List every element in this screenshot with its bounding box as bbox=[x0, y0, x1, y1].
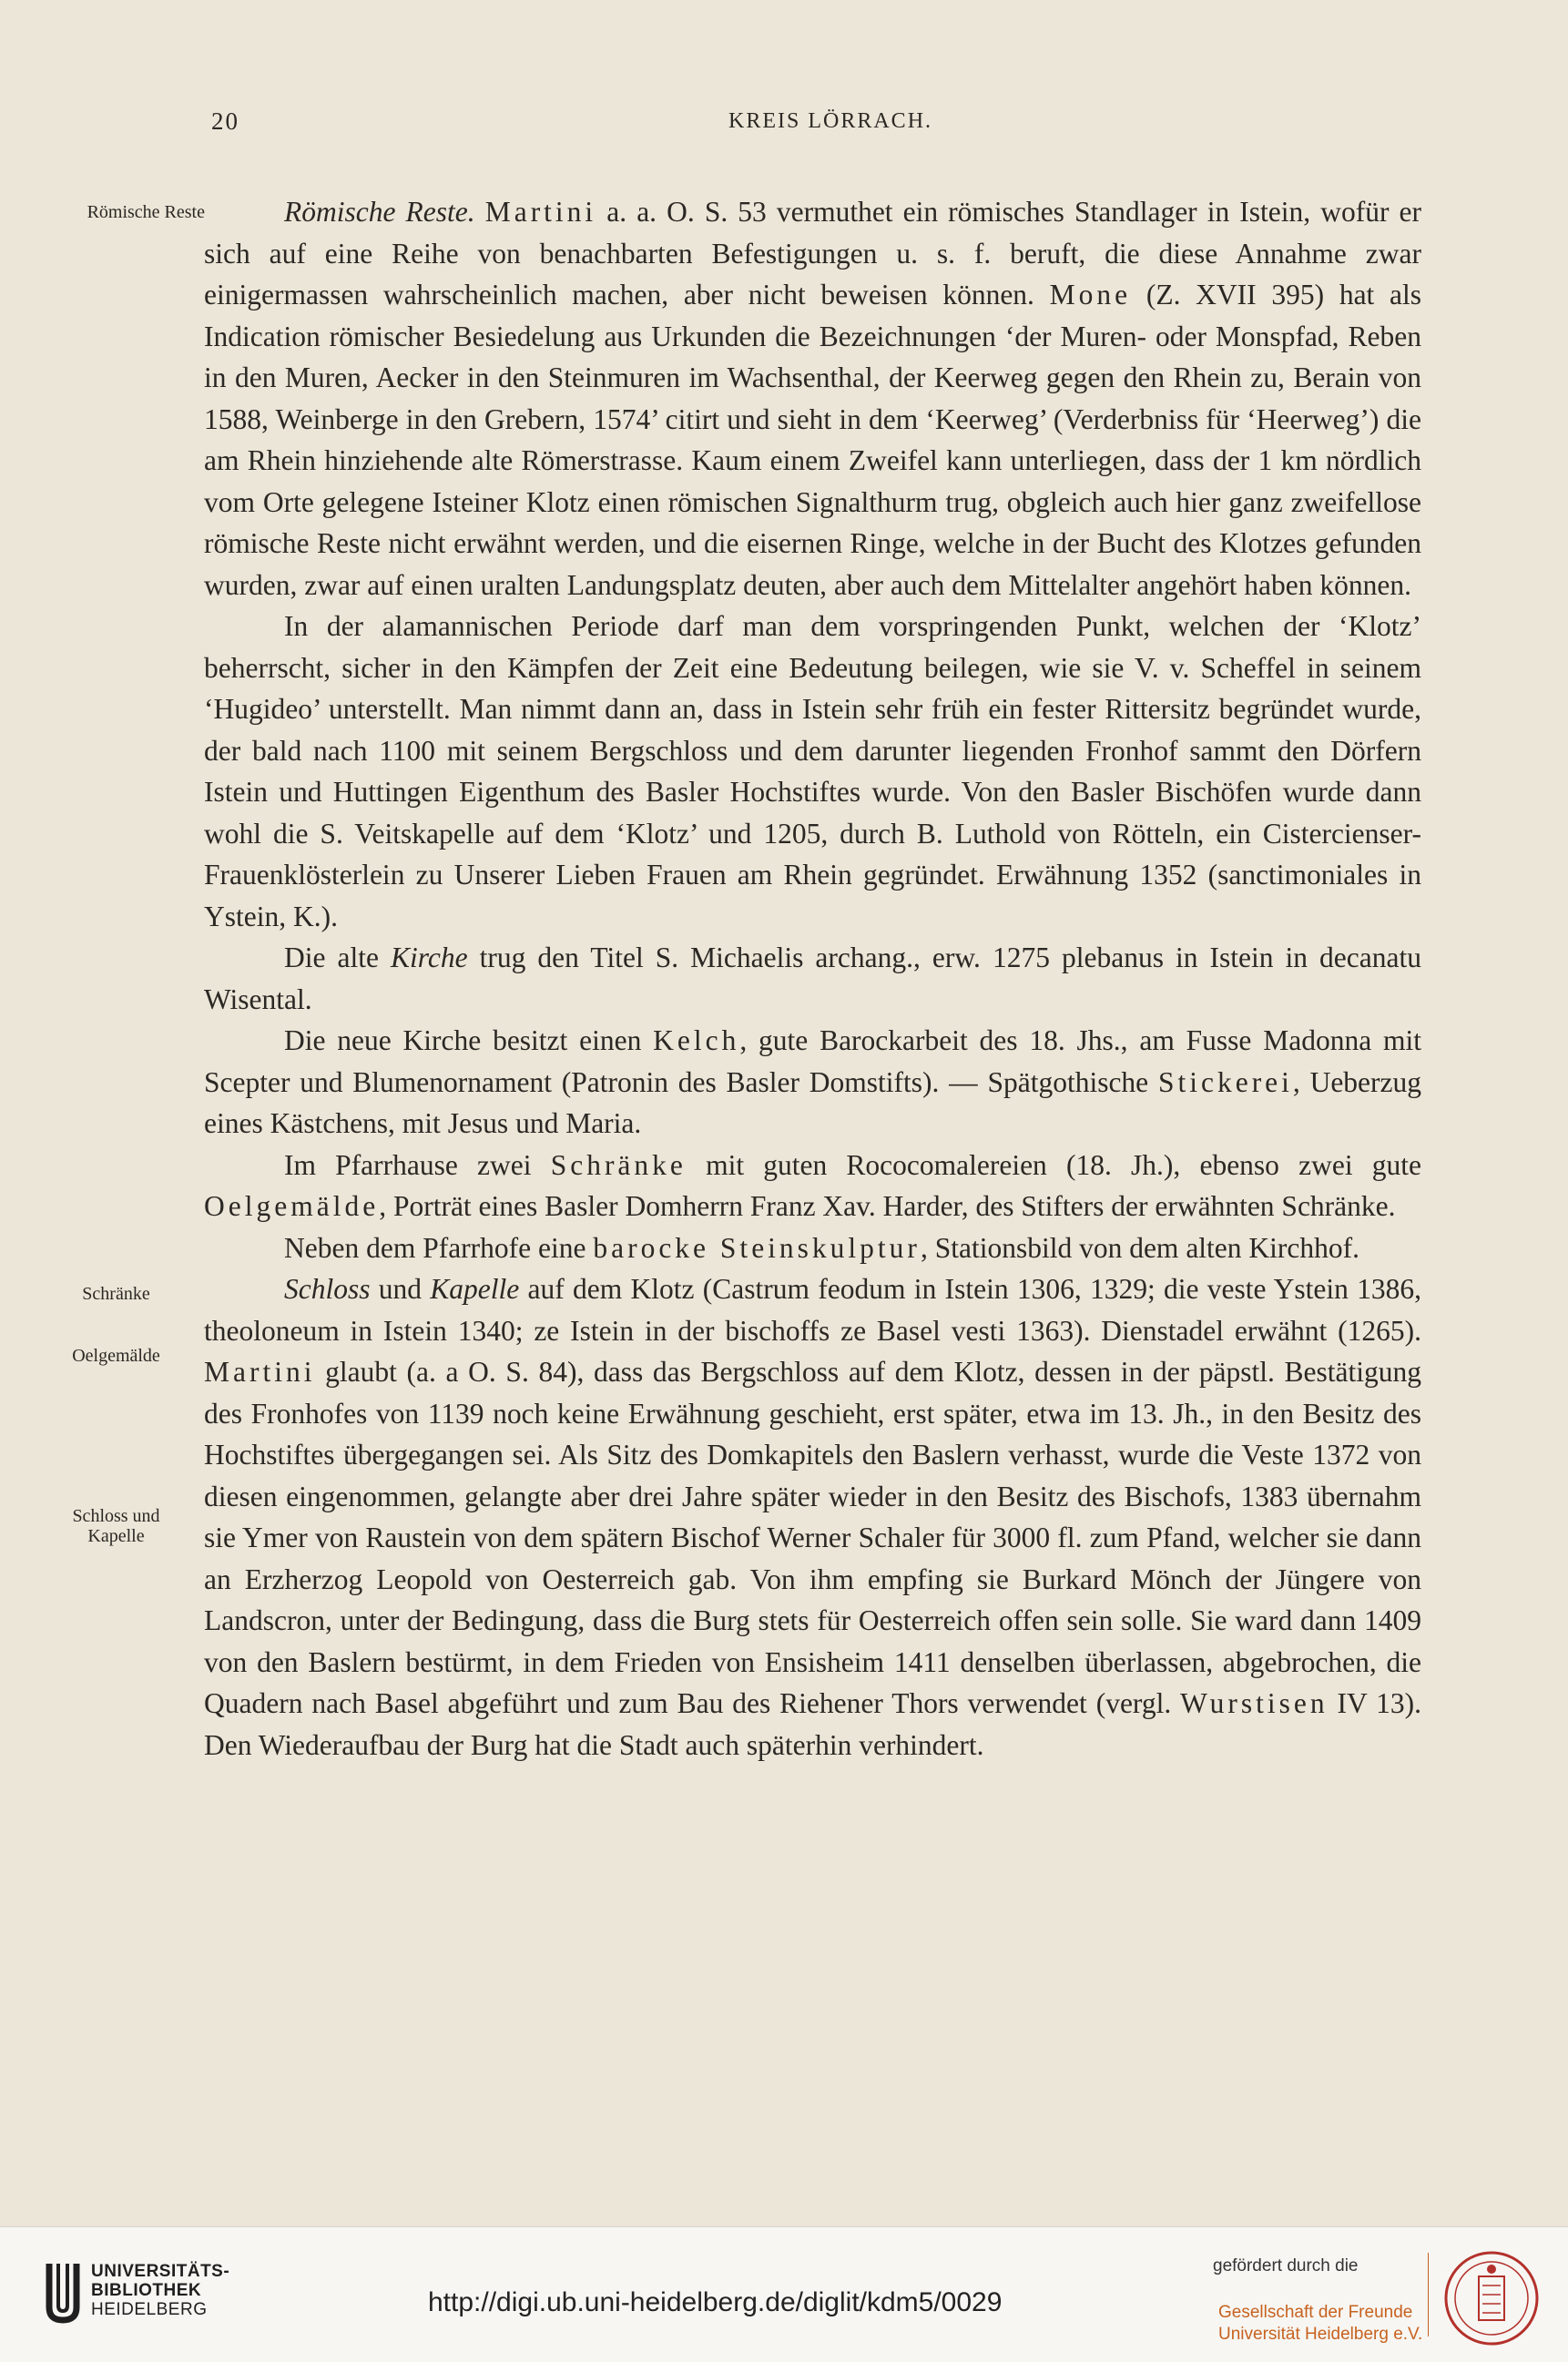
term-kapelle: Kapelle bbox=[430, 1273, 520, 1305]
sponsor-line: Gesellschaft der Freunde bbox=[1218, 2303, 1413, 2322]
author-name: Martini bbox=[484, 196, 597, 228]
text-run bbox=[475, 196, 485, 228]
author-name: Martini bbox=[204, 1356, 316, 1388]
university-library-logo-icon bbox=[40, 2260, 86, 2326]
term-stickerei: Stickerei bbox=[1157, 1065, 1293, 1098]
text-run: Neben dem Pfarrhofe eine bbox=[284, 1231, 594, 1264]
paragraph-alamannische-periode: In der alamannischen Periode darf man dem vorspringenden Punkt, welchen der ‘Klotz’ beherrscht, sicher in den Kämpfen der Zeit eine Bedeutung beilegen, wie sie V. v. Scheffel in seinem ‘Hugideo’ unterstellt. Man nimmt dann an, dass in Istein sehr früh ein fester Rittersitz begründet wurde, der bald nach 1100 mit seinem Bergschloss und dem darunter liegenden Fronhof sammt den Dörfern Istein und Huttingen Eigenthum des Basler Hochstiftes wurde. Von den Basler Bischöfen wurde dann wohl die S. Veitskapelle auf dem ‘Klotz’ und 1205, durch B. Luthold von Rötteln, ein Cistercienser-Frauenklösterlein zu Unserer Lieben Frauen am Rhein gegründet. Erwähnung 1352 (sanctimoniales in Ystein, K.). bbox=[204, 610, 1421, 932]
permalink-url[interactable]: http://digi.ub.uni-heidelberg.de/diglit/kdm5/0029 bbox=[428, 2287, 1003, 2317]
library-line: BIBLIOTHEK bbox=[91, 2281, 202, 2300]
text-run: Die neue Kirche besitzt einen bbox=[284, 1024, 654, 1056]
text-run: und bbox=[370, 1273, 431, 1305]
margin-note-oelgemaelde: Oelgemälde bbox=[72, 1346, 160, 1366]
library-line: HEIDELBERG bbox=[91, 2300, 208, 2319]
text-run: glaubt (a. a O. S. 84), dass das Bergschloss auf dem Klotz, dessen in der päpstl. Bestätigung des Fronhofes von 1139 noch keine Erwähnung geschieht, erst später, etwa im 13. Jh., in den Besitz des Hochstiftes übergegangen sei. Als Sitz des Domkapitels den Baslern verhasst, wurde die Veste 1372 von diesen eingenommen, gelangte aber drei Jahre später wieder in den Besitz des Bischofs, 1383 übernahm sie Ymer von Raustein von dem spätern Bischof Werner Schaler für 3000 fl. zum Pfand, welcher sie dann an Erzherzog Leopold von Oesterreich gab. Von ihm empfing sie Burkard Mönch der Jüngere von Landscron, unter der Bedingung, dass die Burg stets für Oesterreich offen sein solle. Sie ward dann 1409 von den Baslern bestürmt, in dem Frieden von Ensisheim 1411 denselben überlassen, abgebrochen, die Quadern nach Basel abgeführt und zum Bau des Riehener Thors verwendet (vergl. bbox=[204, 1356, 1421, 1719]
paragraph-alte-kirche bbox=[204, 937, 1421, 1020]
page-number: 20 bbox=[211, 107, 239, 135]
university-seal-icon bbox=[1442, 2249, 1541, 2347]
running-title: KREIS LÖRRACH. bbox=[728, 109, 933, 133]
paragraph-neue-kirche bbox=[204, 1020, 1421, 1145]
term-steinskulptur: barocke Steinskulptur bbox=[593, 1231, 921, 1264]
text-run: Die alte bbox=[284, 942, 392, 973]
margin-note-schraenke: Schränke bbox=[82, 1284, 150, 1304]
sponsor-line: Universität Heidelberg e.V. bbox=[1218, 2325, 1423, 2344]
margin-note-line: Schloss und bbox=[72, 1506, 160, 1526]
term-oelgemaelde: Oelgemälde bbox=[204, 1190, 380, 1222]
footer-bar bbox=[0, 2226, 1568, 2362]
margin-note-line: Kapelle bbox=[87, 1526, 145, 1546]
text-run: trug den Titel S. Michaelis archang., erw. 1275 plebanus in Istein in decanatu Wisental. bbox=[204, 942, 1421, 1015]
term-kelch: Kelch bbox=[653, 1024, 740, 1056]
funded-by-label: gefördert durch die bbox=[1213, 2256, 1359, 2275]
text-run: , Porträt eines Basler Domherrn Franz Xav. Harder, des Stifters der erwähnten Schränke. bbox=[379, 1190, 1396, 1222]
term-kirche: Kirche bbox=[391, 942, 468, 973]
author-name: Wurstisen bbox=[1180, 1687, 1329, 1719]
text-run: a. a. O. S. 53 vermuthet ein römisches Standlager in Istein, wofür er sich auf eine Reihe von benachbarten Befestigungen u. s. f. beruft, die diese Annahme zwar einigermassen wahrscheinlich machen, aber nicht beweisen können. bbox=[204, 196, 1422, 311]
term-schraenke: Schränke bbox=[550, 1148, 687, 1181]
footer-divider bbox=[1428, 2253, 1429, 2337]
paragraph-pfarrhaus bbox=[204, 1145, 1421, 1227]
university-library-name bbox=[91, 2262, 229, 2319]
paragraph-steinskulptur bbox=[204, 1227, 1421, 1269]
body-text bbox=[204, 191, 1421, 1766]
margin-note-roemische-reste: Römische Reste bbox=[87, 202, 205, 222]
text-run: IV 13). Den Wiederaufbau der Burg hat die Stadt auch späterhin verhindert. bbox=[204, 1687, 1421, 1761]
text-run: , Stationsbild von dem alten Kirchhof. bbox=[920, 1231, 1359, 1264]
paragraph-roemische-reste bbox=[204, 191, 1421, 606]
section-heading-roemische-reste: Römische Reste. bbox=[284, 196, 475, 228]
text-run: Im Pfarrhause zwei bbox=[284, 1148, 551, 1181]
text-run: , Ueberzug eines Kästchens, mit Jesus und Maria. bbox=[204, 1065, 1422, 1139]
margin-note-schloss-und-kapelle bbox=[36, 1506, 196, 1546]
term-schloss: Schloss bbox=[284, 1273, 371, 1305]
page-header bbox=[0, 107, 1568, 144]
library-line: UNIVERSITÄTS- bbox=[91, 2262, 230, 2281]
text-run: , gute Barockarbeit des 18. Jhs., am Fusse Madonna mit Scepter und Blumenornament (Patronin des Basler Domstifts). — Spätgothische bbox=[204, 1024, 1421, 1098]
text-run: mit guten Rococomalereien (18. Jh.), ebenso zwei gute bbox=[686, 1148, 1421, 1181]
paragraph-schloss-kapelle bbox=[204, 1268, 1421, 1766]
text-run: auf dem Klotz (Castrum feodum in Istein 1306, 1329; die veste Ystein 1386, theoloneum in Istein 1340; ze Istein in der bischoffs ze Basel vesti 1363). Dienstadel erwähnt (1265). bbox=[204, 1273, 1421, 1347]
author-name: Mone bbox=[1049, 279, 1132, 311]
text-run: (Z. XVII 395) hat als Indication römischer Besiedelung aus Urkunden die Bezeichnungen ‘der Muren- oder Monspfad, Reben in den Muren, Aecker in den Steinmuren im Wachsenthal, der Keerweg gegen den Rhein zu, Berain von 1588, Weinberge in den Grebern, 1574’ citirt und sieht in dem ‘Keerweg’ (Verderbniss für ‘Heerweg’) die am Rhein hinziehende alte Römerstrasse. Kaum einem Zweifel kann unterliegen, dass der 1 km nördlich vom Orte gelegene Isteiner Klotz einen römischen Signalthurm trug, obgleich auch hier ganz zweifellose römische Reste nicht erwähnt werden, und die eisernen Ringe, welche in der Bucht des Klotzes gefunden wurden, zwar auf einen uralten Landungsplatz deuten, aber auch dem Mittelalter angehört haben können. bbox=[204, 279, 1422, 601]
sponsor-name bbox=[1218, 2302, 1422, 2346]
